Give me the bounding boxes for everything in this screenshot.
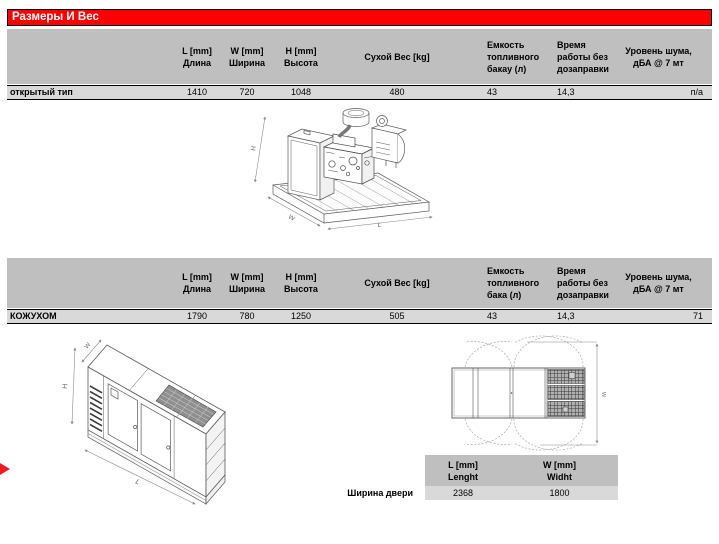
col-header-line: Емкость <box>487 266 525 276</box>
top-view-grille <box>548 370 584 417</box>
section-title: Размеры И Вес <box>12 11 99 23</box>
genset-alternator <box>372 124 406 168</box>
col-header-line: Длина <box>182 57 212 68</box>
open-height-value: 1048 <box>290 87 312 97</box>
canopy-fuel-value: 43 <box>487 311 498 321</box>
canopy-table-header <box>7 258 712 308</box>
col-header-line: Время <box>557 39 586 50</box>
col-header-height <box>269 29 333 84</box>
door-col-header-length <box>425 455 501 486</box>
door-length-value: 2368 <box>452 488 474 498</box>
col-header-line: Время <box>557 266 586 276</box>
col-header-line: Длина <box>182 284 212 294</box>
dim-label-l: L <box>134 478 141 487</box>
canopy-width-value: 780 <box>239 311 255 321</box>
section-title-bar <box>7 9 712 26</box>
col-header-width <box>217 258 277 308</box>
dim-label-w: W <box>83 342 93 351</box>
open-weight-value: 480 <box>389 87 405 97</box>
row-label-open-type: открытый тип <box>10 87 73 97</box>
open-type-table-header <box>7 29 712 84</box>
col-header-dry-weight <box>332 258 462 308</box>
col-header-line: Емкость <box>487 39 525 50</box>
col-header-height <box>269 258 333 308</box>
col-header-line: L [mm] <box>448 459 478 470</box>
col-header-line: работы без <box>557 51 608 62</box>
col-header-line: Уровень шума, <box>625 45 692 56</box>
col-header-line: дБА @ 7 мт <box>633 57 684 68</box>
door-table-row <box>425 486 618 500</box>
col-header-line: топливного <box>487 51 540 62</box>
col-header-line: дозаправки <box>557 290 609 300</box>
col-header-noise-level <box>605 29 712 84</box>
open-length-value: 1410 <box>186 87 208 97</box>
col-header-dry-weight <box>332 29 462 84</box>
row-label-door-width: Ширина двери <box>347 488 413 498</box>
col-header-line: Высота <box>284 57 318 68</box>
col-header-line: W [mm] <box>230 272 264 282</box>
canopy-genset-drawing <box>45 332 260 512</box>
col-header-line: бакау (л) <box>487 63 527 74</box>
col-header-line: дБА @ 7 мт <box>633 284 684 294</box>
open-genset-drawing <box>236 102 466 237</box>
col-header-line: Сухой Вес [kg] <box>364 278 430 288</box>
open-type-table-row <box>7 85 712 100</box>
col-header-line: работы без <box>557 278 608 288</box>
col-header-width <box>217 29 277 84</box>
col-header-line: W [mm] <box>230 45 264 56</box>
col-header-line: L [mm] <box>182 45 212 56</box>
col-header-fuel-capacity <box>487 258 562 308</box>
col-header-noise-level <box>605 258 712 308</box>
canopy-weight-value: 505 <box>389 311 405 321</box>
col-header-line: Сухой Вес [kg] <box>364 51 430 62</box>
door-width-value: 1800 <box>549 488 570 498</box>
col-header-line: H [mm] <box>285 272 317 282</box>
col-header-line: H [mm] <box>285 45 317 56</box>
open-width-value: 720 <box>239 87 255 97</box>
dim-label-h: H <box>62 383 70 390</box>
door-table-header <box>425 455 618 486</box>
canopy-noise-value: 71 <box>692 311 703 321</box>
canopy-table-row <box>7 309 712 324</box>
dim-label-w: W <box>600 392 606 398</box>
dim-label-l: L <box>377 221 382 229</box>
open-fuel-value: 43 <box>487 87 498 97</box>
col-header-line: бака (л) <box>487 290 522 300</box>
col-header-line: Widht <box>547 471 572 482</box>
col-header-line: топливного <box>487 278 540 288</box>
col-header-line: L [mm] <box>182 272 212 282</box>
col-header-fuel-capacity <box>487 29 562 84</box>
dim-label-w: W <box>287 213 296 223</box>
col-header-line: дозаправки <box>557 63 609 74</box>
col-header-line: W [mm] <box>543 459 576 470</box>
door-col-header-width <box>501 455 618 486</box>
open-runtime-value: 14,3 <box>557 87 575 97</box>
open-noise-value: п/а <box>690 87 703 97</box>
row-label-canopy: КОЖУХОМ <box>10 311 57 321</box>
canopy-height-value: 1250 <box>290 311 312 321</box>
canopy-runtime-value: 14,3 <box>557 311 575 321</box>
col-header-line: Ширина <box>228 284 266 294</box>
col-header-line: Ширина <box>228 57 266 68</box>
red-pointer-arrow <box>0 463 10 475</box>
dim-label-h: H <box>250 145 258 152</box>
col-header-line: Уровень шума, <box>625 272 692 282</box>
canopy-length-value: 1790 <box>186 311 208 321</box>
canopy-top-view-drawing <box>435 335 610 460</box>
col-header-line: Высота <box>284 284 318 294</box>
col-header-line: Lenght <box>448 471 478 482</box>
